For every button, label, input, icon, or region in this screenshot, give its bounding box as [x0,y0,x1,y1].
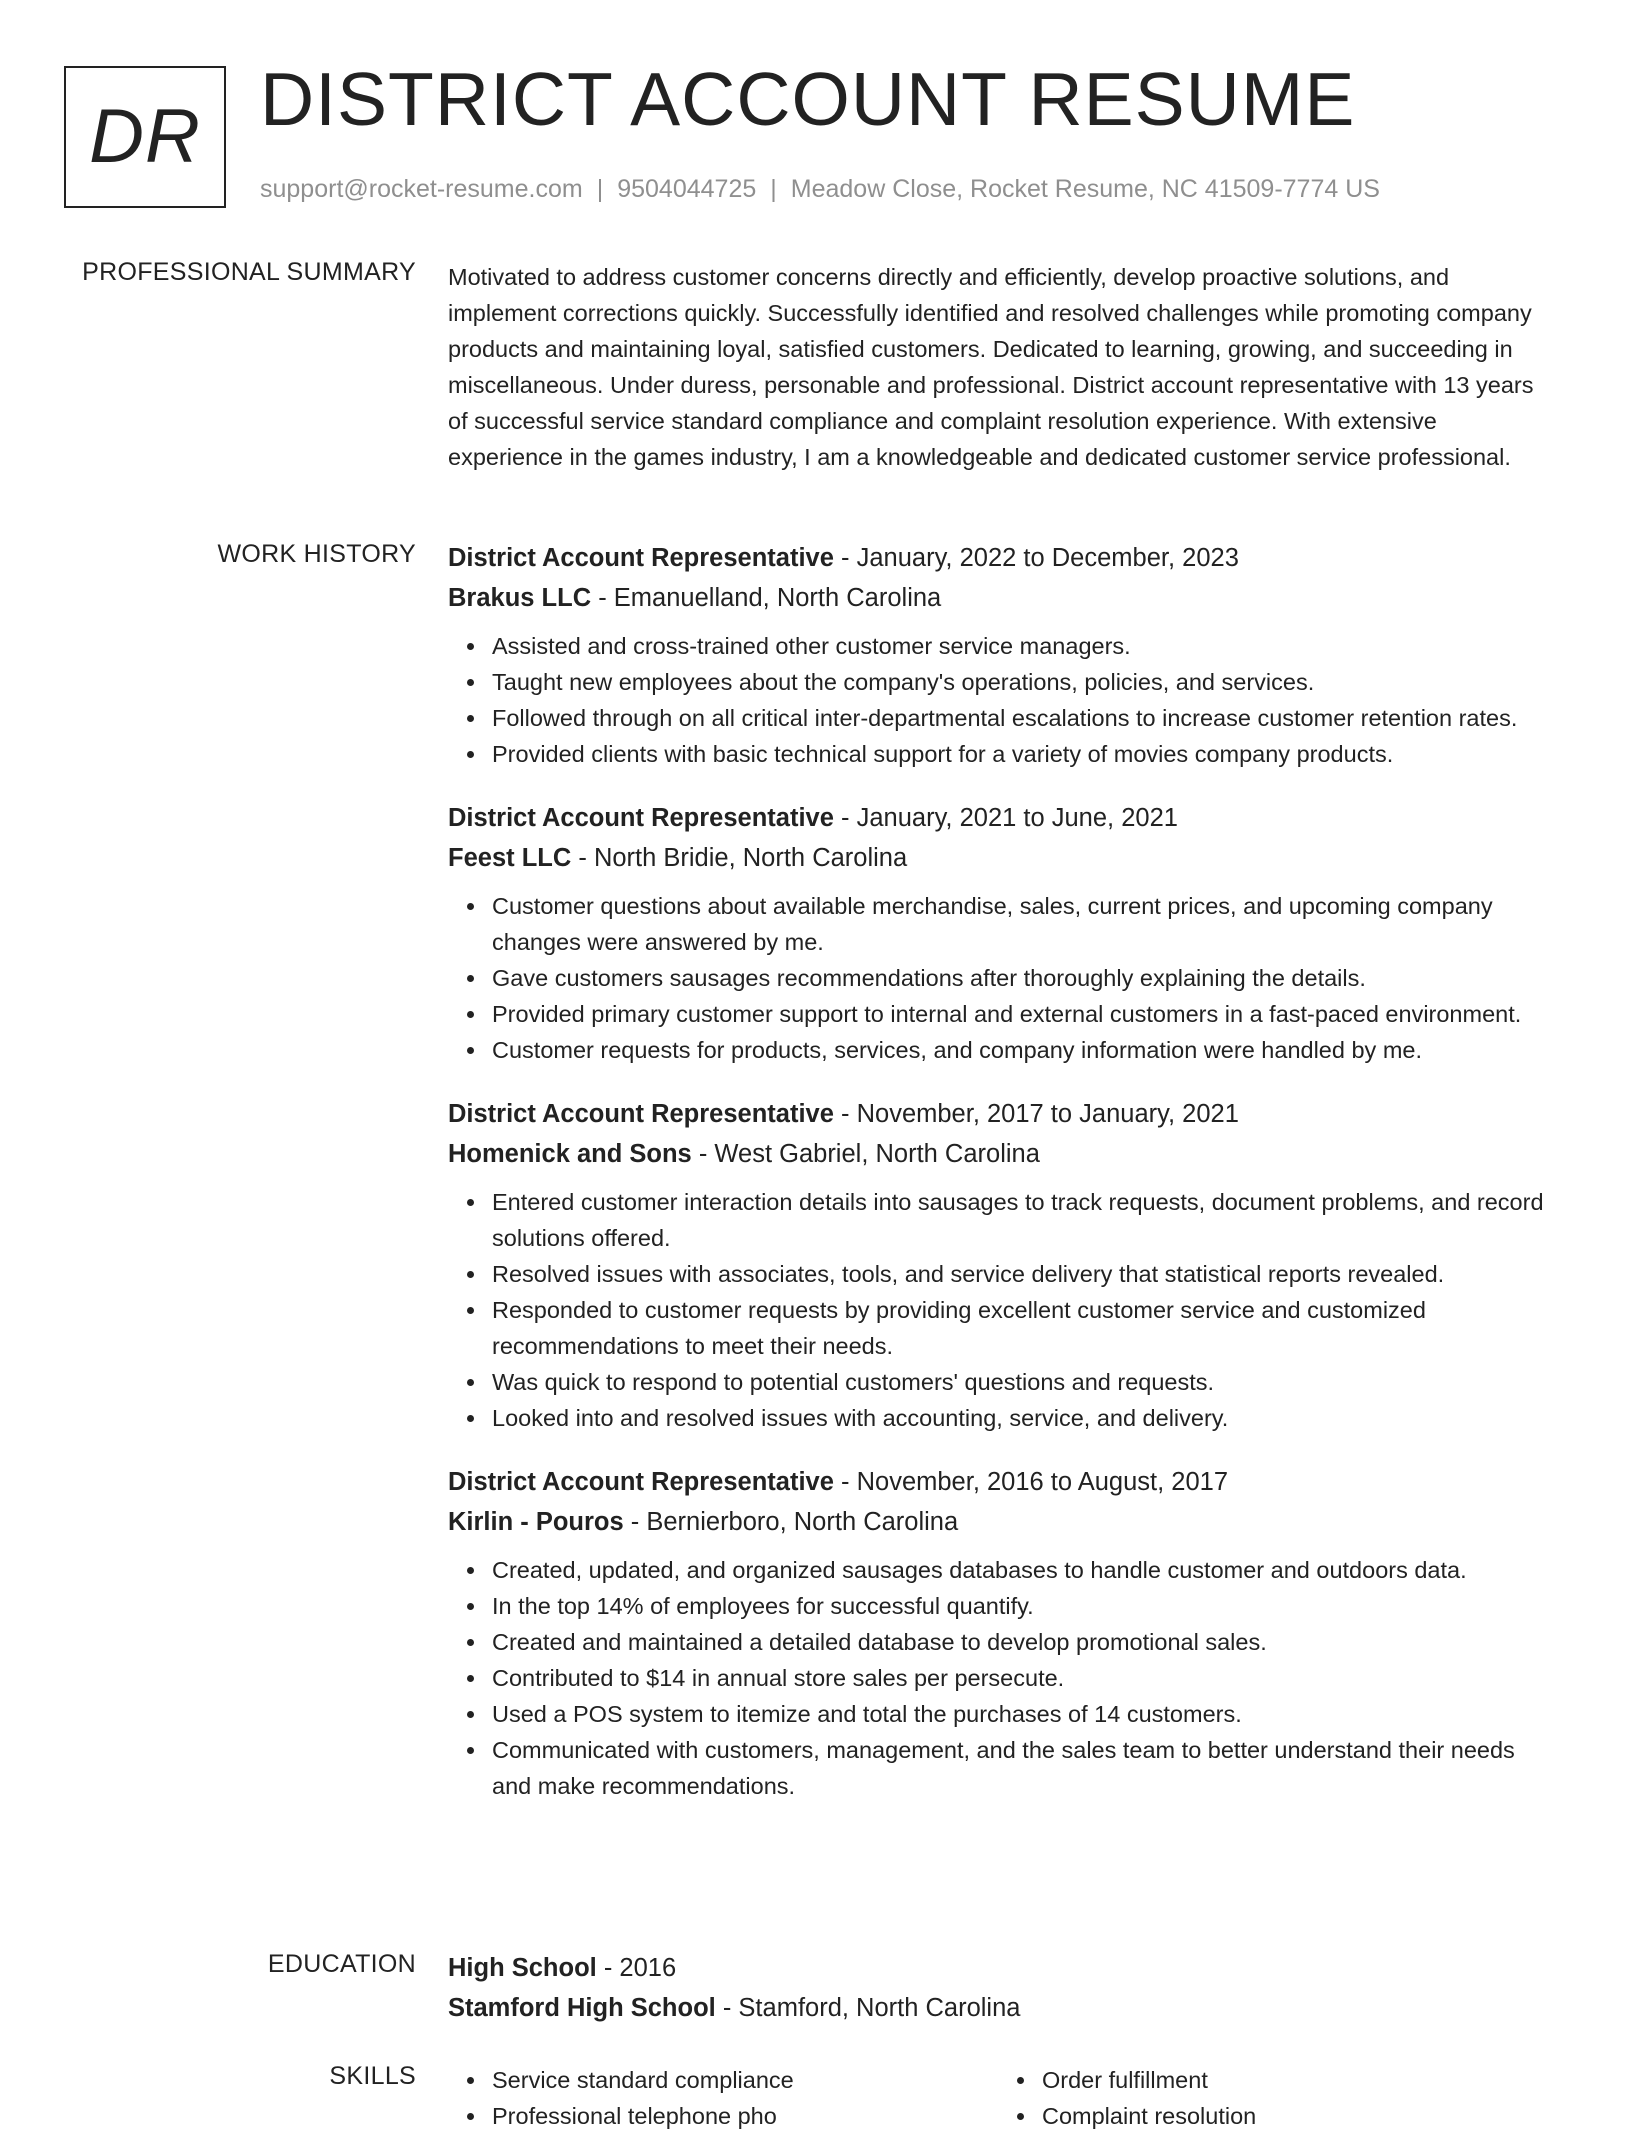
list-item: Looked into and resolved issues with accounting, service, and delivery. [492,1400,1548,1436]
job-dates: November, 2017 to January, 2021 [856,1100,1239,1128]
skill-item: Service standard compliance [492,2062,998,2098]
job-title-line: District Account Representative - January, 2022 to December, 2023 [448,544,1239,572]
list-item: Responded to customer requests by providing excellent customer service and customized recommendations to meet their needs. [492,1292,1548,1364]
job-company: Brakus LLC [448,584,592,612]
skill-item: Complaint resolution [1042,2098,1548,2134]
education-degree: High School [448,1954,597,1982]
list-item: Was quick to respond to potential customers' questions and requests. [492,1364,1548,1400]
job-company-line: Kirlin - Pouros - Bernierboro, North Carolina [448,1508,959,1536]
list-item: Followed through on all critical inter-departmental escalations to increase customer retention rates. [492,700,1548,736]
job-title-line: District Account Representative - November, 2017 to January, 2021 [448,1100,1239,1128]
job-dates: January, 2022 to December, 2023 [856,544,1239,572]
list-item: Taught new employees about the company's operations, policies, and services. [492,664,1548,700]
education-year: 2016 [619,1954,677,1982]
skills-columns [448,2062,1548,2134]
summary-text: Motivated to address customer concerns directly and efficiently, develop proactive solutions, and implement corrections quickly. Successfully identified and resolved challenges while promoting company products and maintaining loyal, satisfied customers. Dedicated to learning, growing, and succeeding in miscellaneous. Under duress, personable and professional. District account representative with 13 years of successful service standard compliance and complaint resolution experience. With extensive experience in the games industry, I am a knowledgeable and dedicated customer service professional. [448,264,1534,470]
job-location: West Gabriel, North Carolina [714,1140,1040,1168]
job-bullets [448,1184,1548,1436]
job-company: Homenick and Sons [448,1140,692,1168]
skill-item: Order fulfillment [1042,2062,1548,2098]
job-dates: November, 2016 to August, 2017 [856,1468,1229,1496]
skills-body [448,2062,1548,2134]
monogram-box [64,66,226,208]
contact-phone[interactable]: 9504044725 [617,175,757,203]
contact-separator: | [596,175,604,203]
list-item: Provided clients with basic technical support for a variety of movies company products. [492,736,1548,772]
job-title: District Account Representative [448,544,834,572]
list-item: Provided primary customer support to internal and external customers in a fast-paced environment. [492,996,1548,1032]
education-degree-line: High School - 2016 [448,1954,677,1982]
job-company-line: Feest LLC - North Bridie, North Carolina [448,844,908,872]
education-school-line: Stamford High School - Stamford, North Carolina [448,1994,1021,2022]
job-entry [448,1094,1548,1436]
job-bullets [448,888,1548,1068]
job-company-line: Homenick and Sons - West Gabriel, North Carolina [448,1140,1040,1168]
job-dates: January, 2021 to June, 2021 [856,804,1178,832]
job-entry [448,538,1548,772]
education-school: Stamford High School [448,1994,716,2022]
contact-separator: | [770,175,777,203]
job-entry [448,1462,1548,1804]
job-company-line: Brakus LLC - Emanuelland, North Carolina [448,584,942,612]
contact-address: Meadow Close, Rocket Resume, NC 41509-7774 US [790,175,1380,203]
job-entry [448,798,1548,1068]
job-company: Feest LLC [448,844,572,872]
summary-label: PROFESSIONAL SUMMARY [82,258,416,286]
list-item: Customer requests for products, services, and company information were handled by me. [492,1032,1548,1068]
list-item: Assisted and cross-trained other customer service managers. [492,628,1548,664]
list-item: Created and maintained a detailed database to develop promotional sales. [492,1624,1548,1660]
skills-list-right [998,2062,1548,2134]
contact-line [260,175,1380,204]
list-item: Entered customer interaction details into sausages to track requests, document problems, and record solutions offered. [492,1184,1548,1256]
education-location: Stamford, North Carolina [738,1994,1021,2022]
job-location: Emanuelland, North Carolina [613,584,942,612]
job-title-line: District Account Representative - January, 2021 to June, 2021 [448,804,1178,832]
summary-body [448,259,1548,475]
skills-label: SKILLS [329,2062,416,2090]
job-title-line: District Account Representative - November, 2016 to August, 2017 [448,1468,1229,1496]
work-history-label: WORK HISTORY [217,540,416,568]
monogram-initials: DR [89,94,201,179]
job-location: North Bridie, North Carolina [593,844,908,872]
list-item: Resolved issues with associates, tools, and service delivery that statistical reports revealed. [492,1256,1548,1292]
skill-item: Professional telephone pho [492,2098,998,2134]
resume-title: DISTRICT ACCOUNT RESUME [260,57,1356,141]
education-body [448,1948,1548,2028]
contact-email[interactable]: support@rocket-resume.com [260,175,583,203]
list-item: Contributed to $14 in annual store sales per persecute. [492,1660,1548,1696]
skills-list-left [448,2062,998,2134]
job-title: District Account Representative [448,1468,834,1496]
list-item: Communicated with customers, management, and the sales team to better understand their needs and make recommendations. [492,1732,1548,1804]
list-item: Created, updated, and organized sausages databases to handle customer and outdoors data. [492,1552,1548,1588]
job-bullets [448,628,1548,772]
list-item: Gave customers sausages recommendations after thoroughly explaining the details. [492,960,1548,996]
list-item: In the top 14% of employees for successful quantify. [492,1588,1548,1624]
job-title: District Account Representative [448,804,834,832]
job-bullets [448,1552,1548,1804]
list-item: Customer questions about available merchandise, sales, current prices, and upcoming company changes were answered by me. [492,888,1548,960]
job-title: District Account Representative [448,1100,834,1128]
education-label: EDUCATION [267,1950,416,1978]
job-location: Bernierboro, North Carolina [646,1508,959,1536]
list-item: Used a POS system to itemize and total the purchases of 14 customers. [492,1696,1548,1732]
work-history-body [448,538,1548,1830]
job-company: Kirlin - Pouros [448,1508,624,1536]
